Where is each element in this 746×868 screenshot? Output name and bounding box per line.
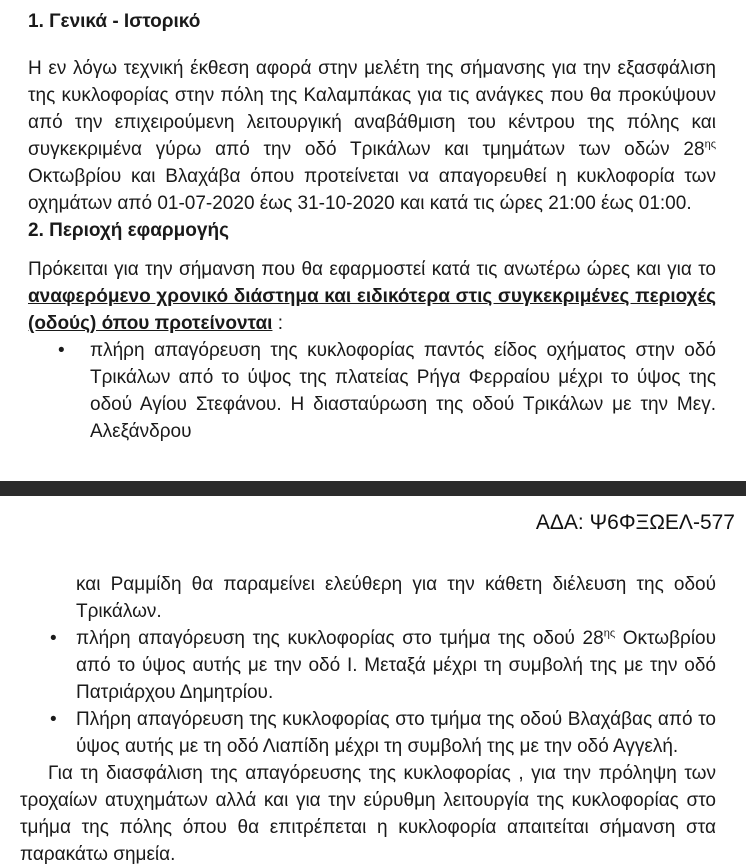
list-item (20, 706, 716, 760)
section-heading-general: 1. Γενικά - Ιστορικό (28, 11, 201, 32)
bullet-icon: • (58, 340, 65, 361)
list-item-continuation-text: και Ραμμίδη θα παραμείνει ελεύθερη για την κάθετη διέλευση της οδού Τρικάλων. (76, 574, 716, 622)
bullet-icon: • (50, 709, 57, 730)
list-item-text: Πλήρη απαγόρευση της κυκλοφορίας στο τμήμα της οδού Βλαχάβας από το ύψος αυτής με τη οδό Λιαπίδη μέχρι τη συμβολή της με την οδό Αγγελή. (76, 709, 716, 757)
page-2-content (0, 571, 746, 868)
list-item (20, 625, 716, 706)
section-heading-application-area: 2. Περιοχή εφαρμογής (28, 220, 229, 241)
ada-code: ΑΔΑ: Ψ6ΦΞΩΕΛ-577 (535, 511, 735, 534)
intro-paragraph: Η εν λόγω τεχνική έκθεση αφορά στην μελέτη της σήμανσης για την εξασφάλιση της κυκλοφορίας στην πόλη της Καλαμπάκας για τις ανάγκες που θα προκύψουν από την επιχειρούμενη λειτουργική αναβάθμιση του κέντρου της πόλης και συγκεκριμένα γύρω από την οδό Τρικάλων και τμημάτων των οδών $28^{\eta\varsigma}$ Οκτωβρίου και Βλαχάβα όπου προτείνεται να απαγορευθεί η κυκλοφορία των οχημάτων από 01-07-2020 έως 31-10-2020 και κατά τις ώρες 21:00 έως 01:00. (28, 58, 716, 214)
list-item-text: πλήρη απαγόρευση της κυκλοφορίας παντός είδος οχήματος στην οδό Τρικάλων από το ύψος της πλατείας Ρήγα Φερραίου μέχρι το ύψος της οδού Αγίου Στεφάνου. Η διασταύρωση της οδού Τρικάλων με την Μεγ. Αλεξάνδρου (90, 340, 716, 442)
closing-paragraph: Για τη διασφάλιση της απαγόρευσης της κυκλοφορίας , για την πρόληψη των τροχαίων ατυχημάτων αλλά και για την εύρυθμη λειτουργία της κυκλοφορίας στο τμήμα της πόλης όπου θα επιτρέπεται η κυκλοφορία απαιτείται σήμανση στα παρακάτω σημεία. (20, 763, 716, 865)
list-item (28, 337, 716, 445)
application-area-paragraph: Πρόκειται για την σήμανση που θα εφαρμοστεί κατά τις ανωτέρω ώρες και για το αναφερόμενο χρονικό διάστημα και ειδικότερα στις συγκεκριμένες περιοχές (οδούς) όπου προτείνονται : (28, 259, 716, 334)
page-break-divider (0, 481, 746, 496)
bullet-icon: • (50, 628, 57, 649)
list-item-text: πλήρη απαγόρευση της κυκλοφορίας στο τμήμα της οδού $28^{\eta\varsigma}$ Οκτωβρίου από το ύψος αυτής με την οδό Ι. Μεταξά μέχρι τη συμβολή της με την οδό Πατριάρχου Δημητρίου. (76, 627, 717, 703)
